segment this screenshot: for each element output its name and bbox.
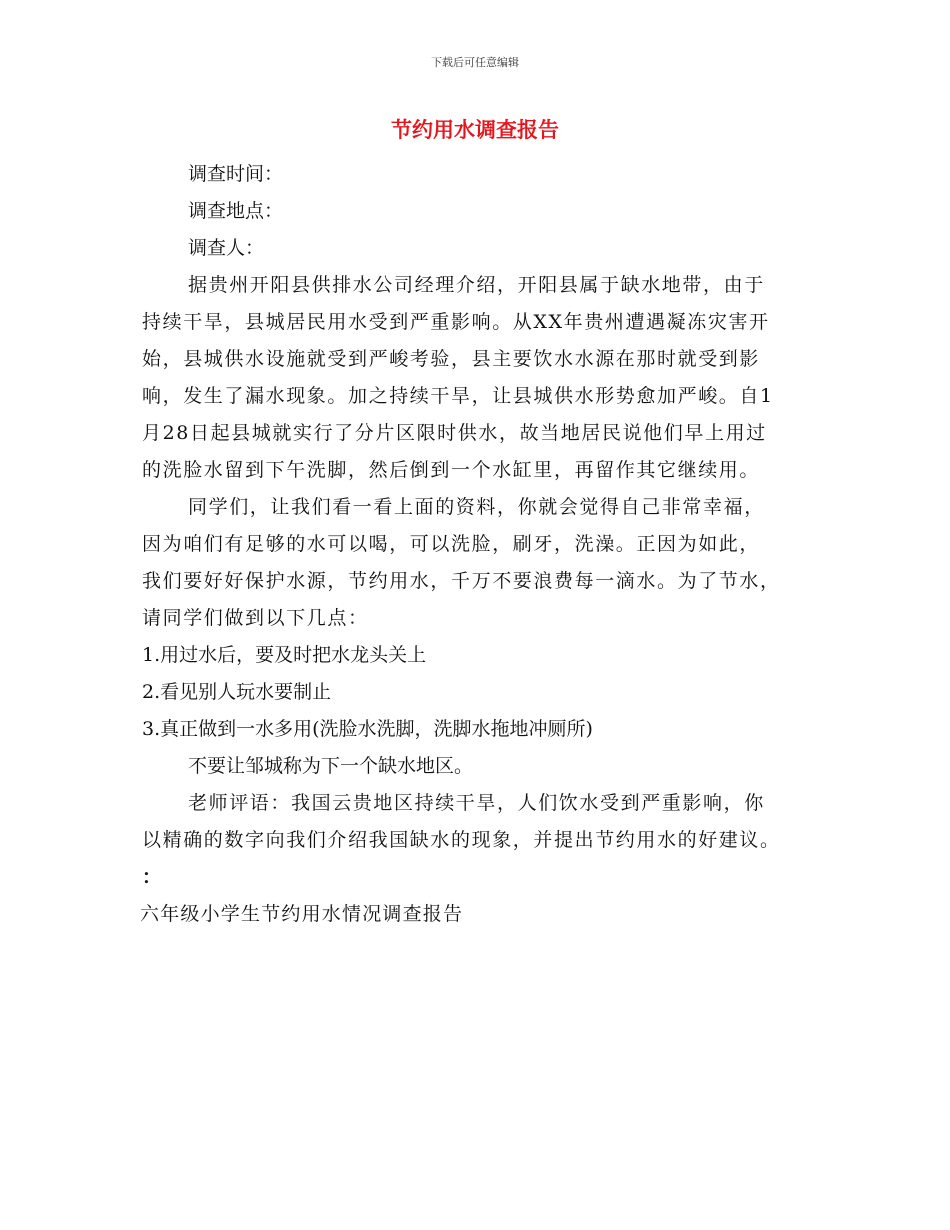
paragraph-line: 月28日起县城就实行了分片区限时供水，故当地居民说他们早上用过	[142, 422, 767, 444]
paragraph-line: 的洗脸水留到下午洗脚，然后倒到一个水缸里，再留作其它继续用。	[142, 459, 761, 481]
paragraph-line: 持续干旱，县城居民用水受到严重影响。从XX年贵州遭遇凝冻灾害开	[142, 311, 770, 333]
closing-sentence: 不要让邹城称为下一个缺水地区。	[188, 755, 474, 777]
document-body	[142, 156, 810, 933]
field-survey-place: 调查地点：	[188, 200, 284, 222]
paragraph-line: 始，县城供水设施就受到严峻考验，县主要饮水水源在那时就受到影	[142, 348, 761, 370]
document-title: 节约用水调查报告	[391, 118, 559, 142]
paragraph-line: 请同学们做到以下几点：	[142, 607, 369, 629]
paragraph-appeal	[142, 489, 810, 637]
list-item: 3.真正做到一水多用(洗脸水洗脚，洗脚水拖地冲厕所)	[142, 718, 593, 740]
related-document-title: 六年级小学生节约用水情况调查报告	[140, 903, 464, 925]
paragraph-background	[142, 267, 810, 489]
paragraph-line: 老师评语：我国云贵地区持续干旱，人们饮水受到严重影响，你	[188, 792, 765, 814]
paragraph-line: 响，发生了漏水现象。加之持续干旱，让县城供水形势愈加严峻。自1	[142, 385, 774, 407]
paragraph-line: 同学们，让我们看一看上面的资料，你就会觉得自己非常幸福，	[188, 496, 765, 518]
paragraph-line: 以精确的数字向我们介绍我国缺水的现象，并提出节约用水的好建议。	[142, 829, 781, 851]
paragraph-line: 因为咱们有足够的水可以喝，可以洗脸，刷牙，洗澡。正因为如此，	[142, 533, 761, 555]
header-note: 下载后可任意编辑	[431, 56, 519, 69]
list-item: 1.用过水后，要及时把水龙头关上	[142, 644, 427, 666]
list-item: 2.看见别人玩水要制止	[142, 681, 332, 703]
paragraph-line: 我们要好好保护水源，节约用水，千万不要浪费每一滴水。为了节水，	[142, 570, 781, 592]
field-surveyor: 调查人：	[188, 237, 265, 259]
paragraph-line: 据贵州开阳县供排水公司经理介绍，开阳县属于缺水地带，由于	[188, 274, 765, 296]
field-survey-time: 调查时间：	[188, 163, 284, 185]
teacher-comment	[142, 785, 810, 859]
tips-list	[142, 637, 810, 748]
colon-mark: ：	[142, 866, 162, 888]
